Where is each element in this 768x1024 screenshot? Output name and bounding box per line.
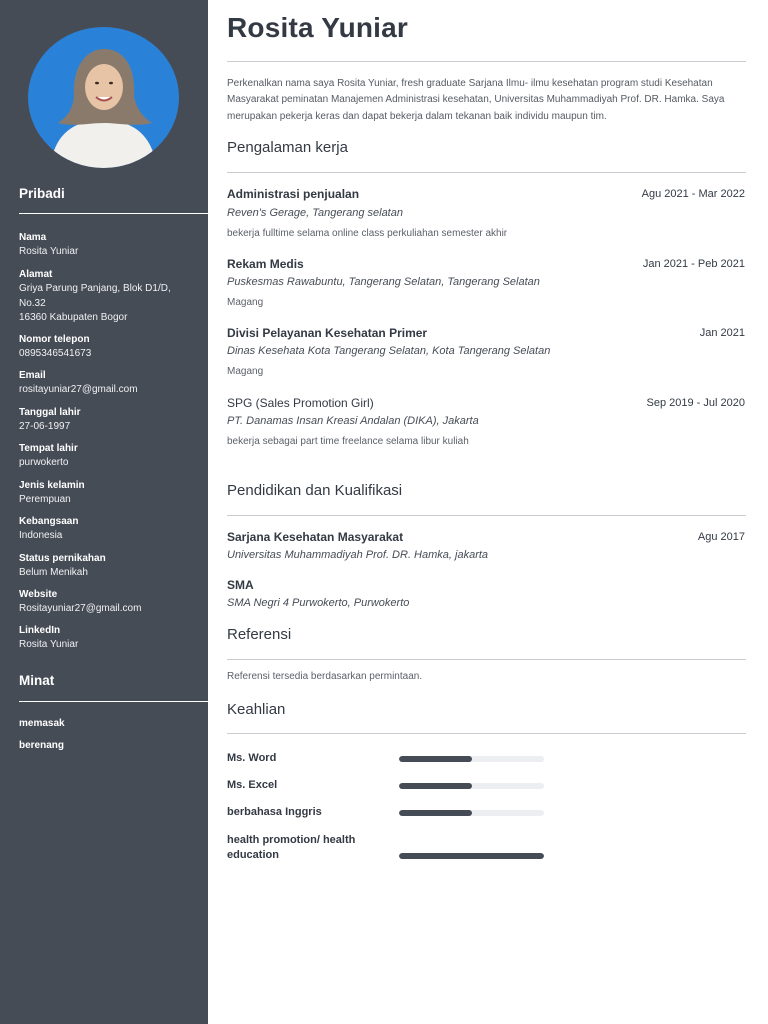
education-school: Universitas Muhammadiyah Prof. DR. Hamka, jakarta [227,549,489,561]
references-text: Referensi tersedia berdasarkan permintaan. [227,671,423,682]
skills-section-title: Keahlian [227,701,286,718]
field-label: Website [19,589,58,600]
field-address [19,268,199,326]
profile-photo [28,27,179,168]
field-value: purwokerto [19,457,69,468]
interests-section-title: Minat [19,673,55,688]
field-label: Tanggal lahir [19,407,81,418]
personal-section-title: Pribadi [19,186,65,201]
field-website [19,588,199,617]
personal-divider [19,213,208,214]
job-description: bekerja sebagai part time freelance selama libur kuliah [227,436,469,447]
field-label: Nama [19,232,47,243]
field-phone [19,333,199,362]
field-label: Tempat lahir [19,443,78,454]
field-label: Alamat [19,269,53,280]
job-description: Magang [227,366,264,377]
skill-bar-fill [399,810,472,816]
field-label: Kebangsaan [19,516,79,527]
field-label: Status pernikahan [19,553,106,564]
job-title: Divisi Pelayanan Kesehatan Primer [227,326,428,340]
skills-divider [227,733,746,734]
field-value: Belum Menikah [19,567,88,578]
field-value: Griya Parung Panjang, Blok D1/D, No.32 [19,283,171,309]
field-nationality [19,515,199,544]
job-description: Magang [227,297,264,308]
experience-divider [227,172,746,173]
main-content [227,0,747,1024]
skill-name: health promotion/ health education [227,834,356,861]
job-date: Jan 2021 - Peb 2021 [642,258,745,270]
skill-name: Ms. Word [227,752,277,764]
field-email [19,369,199,398]
interest-item: memasak [19,718,65,729]
skill-bar [399,756,544,762]
interest-item: berenang [19,740,65,751]
experience-section-title: Pengalaman kerja [227,139,348,156]
education-section-title: Pendidikan dan Kualifikasi [227,482,403,499]
sidebar [0,0,208,1024]
profile-summary: Perkenalkan nama saya Rosita Yuniar, fresh graduate Sarjana Ilmu- ilmu kesehatan program studi Kesehatan Masyarakat peminatan Manajemen Administrasi kesehatan, Universitas Muhammadiyah Prof. DR. Hamka. Saya merupakan pekerja keras dan dapat bekerja dalam tekanan baik individu maupun tim. [227,78,725,122]
field-value: Rosita Yuniar [19,246,79,257]
job-date: Jan 2021 [699,327,745,339]
field-birthplace [19,442,199,471]
field-label: Nomor telepon [19,334,90,345]
skill-bar [399,853,544,859]
job-date: Sep 2019 - Jul 2020 [646,397,745,409]
job-title: SPG (Sales Promotion Girl) [227,396,374,410]
job-title: Administrasi penjualan [227,187,360,201]
title-divider [227,61,746,62]
job-organization: PT. Danamas Insan Kreasi Andalan (DIKA), Jakarta [227,415,479,427]
field-value: Rosita Yuniar [19,639,79,650]
field-birthdate [19,406,199,435]
skill-bar-fill [399,783,472,789]
education-degree: SMA [227,578,254,592]
job-organization: Puskesmas Rawabuntu, Tangerang Selatan, Tangerang Selatan [227,276,540,288]
field-value: Indonesia [19,530,63,541]
field-marital-status [19,552,199,581]
skill-bar-fill [399,853,544,859]
education-date: Agu 2017 [697,531,745,543]
education-degree: Sarjana Kesehatan Masyarakat [227,530,404,544]
interests-divider [19,701,208,702]
profile-photo-illustration [28,27,179,168]
references-section-title: Referensi [227,626,292,643]
field-linkedin [19,624,199,653]
skill-name: Ms. Excel [227,779,278,791]
field-name [19,231,199,260]
job-organization: Reven's Gerage, Tangerang selatan [227,207,403,219]
field-value: Perempuan [19,494,71,505]
skill-name: berbahasa Inggris [227,806,322,818]
education-school: SMA Negri 4 Purwokerto, Purwokerto [227,597,410,609]
field-value: Rositayuniar27@gmail.com [19,603,142,614]
field-label: LinkedIn [19,625,61,636]
field-value: rositayuniar27@gmail.com [19,384,138,395]
field-value: 27-06-1997 [19,421,71,432]
references-divider [227,659,746,660]
field-value: 0895346541673 [19,348,92,359]
page-title: Rosita Yuniar [227,12,409,43]
skill-bar [399,783,544,789]
job-title: Rekam Medis [227,257,304,271]
field-label: Jenis kelamin [19,480,85,491]
job-description: bekerja fulltime selama online class perkuliahan semester akhir [227,228,508,239]
skill-bar [399,810,544,816]
education-divider [227,515,746,516]
skill-bar-fill [399,756,472,762]
field-value-2: 16360 Kabupaten Bogor [19,312,128,323]
job-organization: Dinas Kesehata Kota Tangerang Selatan, Kota Tangerang Selatan [227,345,551,357]
field-gender [19,479,199,508]
field-label: Email [19,370,46,381]
job-date: Agu 2021 - Mar 2022 [641,188,745,200]
